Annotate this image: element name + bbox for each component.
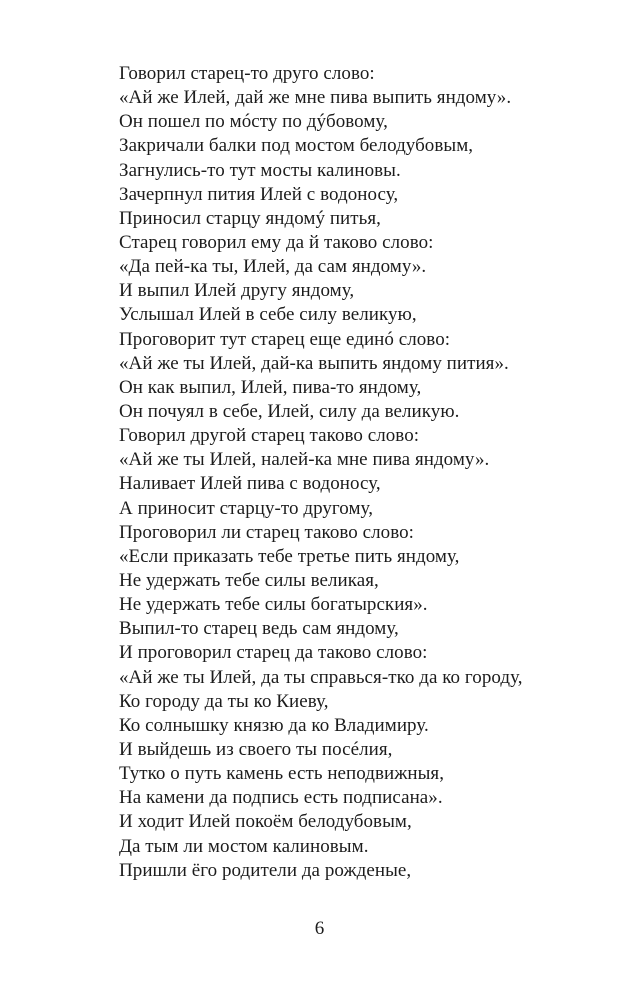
poem-line: Проговорит тут старец еще единó слово: <box>119 328 451 350</box>
poem-line: Да тым ли мостом калиновым. <box>119 835 369 857</box>
poem-line: «Ай же ты Илей, налей-ка мне пива яндому». <box>119 449 490 471</box>
poem-line: «Да пей-ка ты, Илей, да сам яндому». <box>119 256 427 278</box>
poem-line: Он почуял в себе, Илей, силу да великую. <box>119 400 460 422</box>
poem-line: А приносит старцу-то другому, <box>119 497 373 519</box>
poem-text <box>119 62 619 883</box>
poem-line: И проговорил старец да таково слово: <box>119 642 428 664</box>
poem-line: И ходит Илей покоём белодубовым, <box>119 811 412 833</box>
poem-line: Не удержать тебе силы великая, <box>119 569 379 591</box>
poem-line: Ко солнышку князю да ко Владимиру. <box>119 714 429 736</box>
poem-line: Приносил старцу яндомý питья, <box>119 207 381 229</box>
poem-line: Услышал Илей в себе силу великую, <box>119 304 417 326</box>
poem-line: Зачерпнул пития Илей с водоносу, <box>119 183 399 205</box>
poem-line: «Если приказать тебе третье пить яндому, <box>119 545 460 567</box>
poem-line: Проговорил ли старец таково слово: <box>119 521 414 543</box>
poem-line: На камени да подпись есть подписана». <box>119 787 443 809</box>
poem-line: Старец говорил ему да й таково слово: <box>119 231 434 253</box>
poem-line: Наливает Илей пива с водоносу, <box>119 473 381 495</box>
poem-line: Говорил другой старец таково слово: <box>119 425 420 447</box>
poem-line: «Ай же ты Илей, дай-ка выпить яндому пития». <box>119 352 509 374</box>
poem-line: Он пошел по мóсту по дýбовому, <box>119 111 388 133</box>
poem-line: «Ай же ты Илей, да ты справься-тко да ко городу, <box>119 666 523 688</box>
poem-line: Ко городу да ты ко Киеву, <box>119 690 329 712</box>
poem-line: И выпил Илей другу яндому, <box>119 280 355 302</box>
poem-line: Говорил старец-то друго слово: <box>119 63 375 84</box>
poem-line: Он как выпил, Илей, пива-то яндому, <box>119 376 422 398</box>
poem-line: «Ай же Илей, дай же мне пива выпить яндому». <box>119 87 512 109</box>
poem-line: Тутко о путь камень есть неподвижныя, <box>119 763 445 785</box>
poem-line: Загнулись-то тут мосты калиновы. <box>119 159 401 181</box>
page-number: 6 <box>314 918 325 939</box>
poem-line: Не удержать тебе силы богатырския». <box>119 594 428 616</box>
poem-line: Закричали балки под мостом белодубовым, <box>119 135 474 157</box>
poem-line: И выйдешь из своего ты посéлия, <box>119 738 393 760</box>
poem-line: Выпил-то старец ведь сам яндому, <box>119 618 399 640</box>
poem-line: Пришли ёго родители да рожденые, <box>119 859 412 881</box>
